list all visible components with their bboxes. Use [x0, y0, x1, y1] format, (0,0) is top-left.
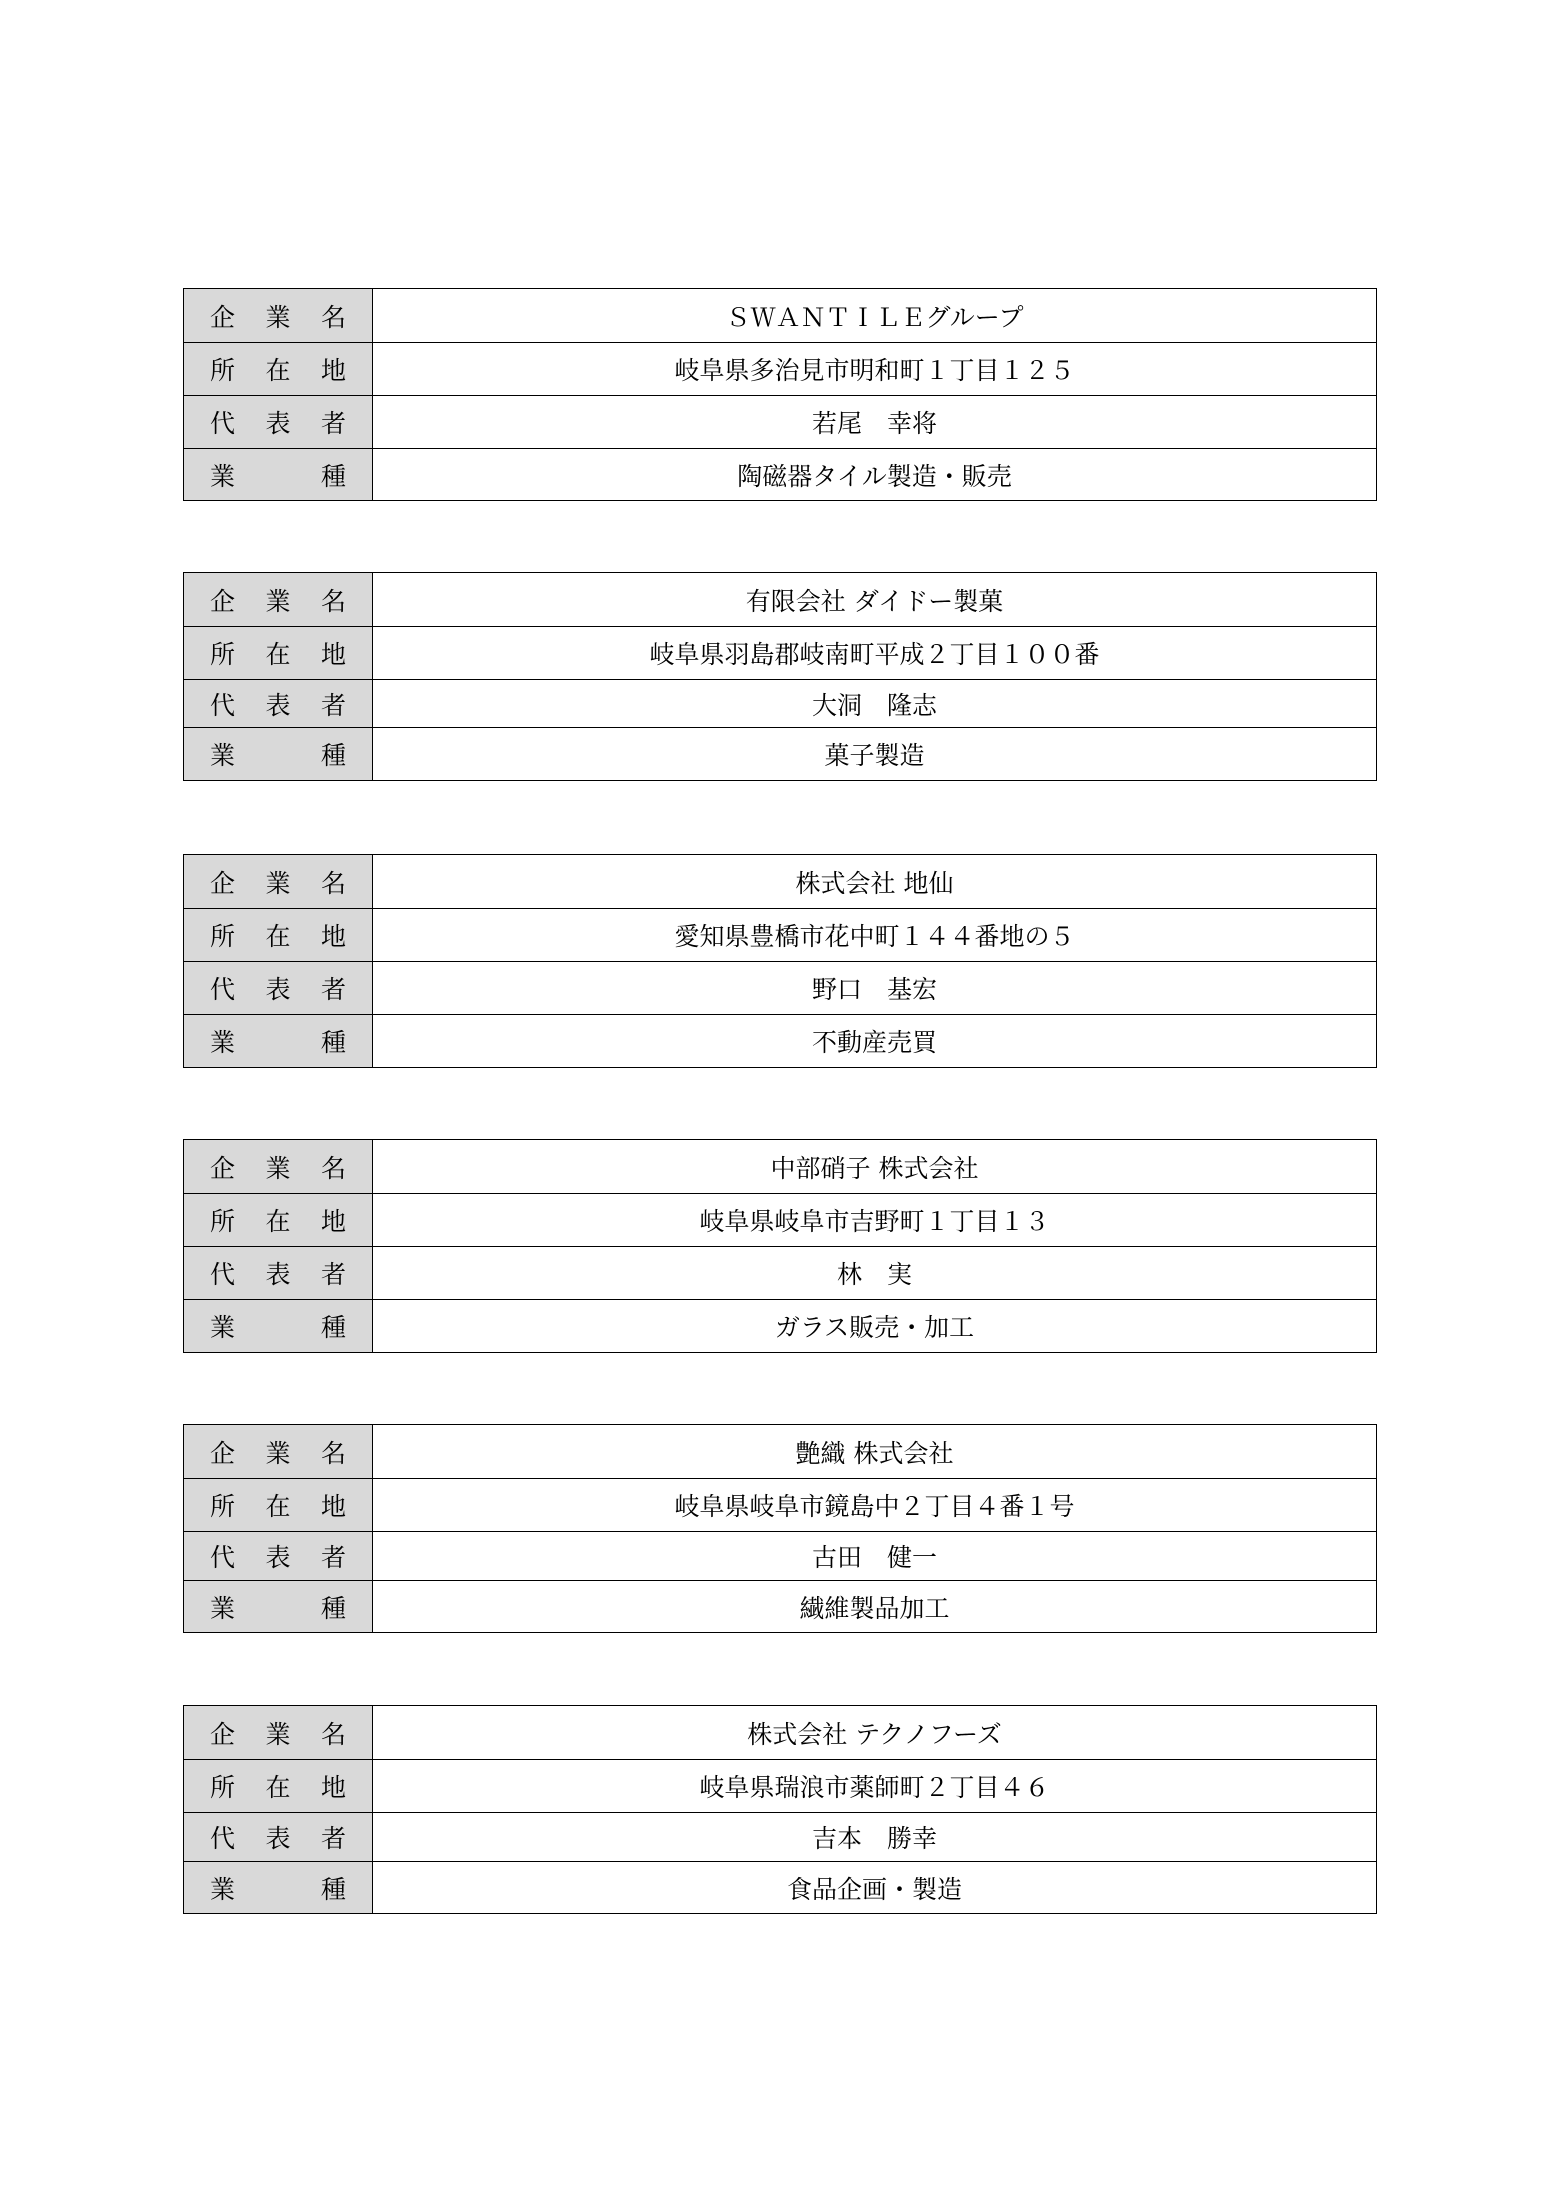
label-company-name: [184, 1425, 373, 1479]
row-address: [184, 1194, 1377, 1247]
label-company-name: [184, 855, 373, 909]
label-char: 企: [210, 1719, 236, 1749]
label-char: 種: [320, 741, 346, 770]
label-char: 代: [210, 690, 236, 720]
address-value: 岐阜県多治見市明和町１丁目１２５: [373, 343, 1377, 396]
company-table-2: [183, 572, 1377, 781]
representative-value: 大洞 隆志: [373, 680, 1377, 728]
label-char: 業: [265, 1719, 291, 1749]
label-char: 者: [320, 1260, 346, 1289]
label-char: 種: [320, 461, 346, 491]
row-industry: [184, 1300, 1377, 1353]
row-representative: [184, 1813, 1377, 1862]
label-char: 表: [265, 1824, 291, 1853]
industry-value: ガラス販売・加工: [373, 1300, 1377, 1353]
row-industry: [184, 1581, 1377, 1633]
label-char: 業: [265, 302, 291, 332]
label-char: 地: [320, 922, 346, 951]
label-char: 代: [210, 975, 236, 1004]
company-name-value: 中部硝子 株式会社: [373, 1140, 1377, 1194]
representative-value: 野口 基宏: [373, 962, 1377, 1015]
label-address: [184, 343, 373, 396]
label-char: 表: [265, 1260, 291, 1289]
label-company-name: [184, 1706, 373, 1760]
label-char: 名: [320, 302, 346, 332]
label-company-name: [184, 1140, 373, 1194]
label-char: 在: [265, 640, 291, 669]
label-char: 所: [210, 1492, 236, 1521]
label-industry: [184, 1862, 373, 1914]
row-company-name: [184, 1140, 1377, 1194]
address-value: 岐阜県岐阜市吉野町１丁目１３: [373, 1194, 1377, 1247]
industry-value: 食品企画・製造: [373, 1862, 1377, 1914]
label-char: 所: [210, 1773, 236, 1802]
label-industry: [184, 728, 373, 781]
company-table-6: [183, 1705, 1377, 1914]
label-representative: [184, 962, 373, 1015]
label-char: 名: [320, 1719, 346, 1749]
label-char: 表: [265, 690, 291, 720]
row-address: [184, 343, 1377, 396]
label-char: 業: [265, 586, 291, 616]
label-char: 在: [265, 1773, 291, 1802]
label-address: [184, 1194, 373, 1247]
industry-value: 不動産売買: [373, 1015, 1377, 1068]
label-char: 業: [265, 1153, 291, 1183]
label-char: 種: [320, 1028, 346, 1057]
label-char: 地: [320, 1492, 346, 1521]
row-company-name: [184, 1425, 1377, 1479]
company-name-value: 株式会社 地仙: [373, 855, 1377, 909]
label-char: 業: [210, 741, 236, 770]
label-address: [184, 627, 373, 680]
company-table-5: [183, 1424, 1377, 1633]
label-char: 者: [320, 690, 346, 720]
row-industry: [184, 728, 1377, 781]
industry-value: 菓子製造: [373, 728, 1377, 781]
label-char: 名: [320, 868, 346, 898]
row-representative: [184, 1532, 1377, 1581]
row-representative: [184, 396, 1377, 449]
label-char: 表: [265, 409, 291, 438]
label-char: 者: [320, 975, 346, 1004]
label-representative: [184, 1532, 373, 1581]
label-char: 者: [320, 1543, 346, 1572]
company-table-1: [183, 288, 1377, 501]
label-char: 代: [210, 409, 236, 438]
label-char: 地: [320, 356, 346, 385]
row-address: [184, 627, 1377, 680]
label-char: 業: [210, 461, 236, 491]
label-char: 業: [265, 1438, 291, 1468]
row-address: [184, 1760, 1377, 1813]
label-company-name: [184, 289, 373, 343]
label-char: 者: [320, 1824, 346, 1853]
label-char: 在: [265, 922, 291, 951]
label-industry: [184, 1581, 373, 1633]
label-char: 地: [320, 1207, 346, 1236]
label-char: 企: [210, 302, 236, 332]
company-name-value: 株式会社 テクノフーズ: [373, 1706, 1377, 1760]
representative-value: 古田 健一: [373, 1532, 1377, 1581]
address-value: 岐阜県岐阜市鏡島中２丁目４番１号: [373, 1479, 1377, 1532]
row-company-name: [184, 855, 1377, 909]
label-char: 名: [320, 586, 346, 616]
row-representative: [184, 680, 1377, 728]
label-representative: [184, 1247, 373, 1300]
label-char: 企: [210, 586, 236, 616]
representative-value: 林 実: [373, 1247, 1377, 1300]
label-char: 所: [210, 640, 236, 669]
company-name-value: 有限会社 ダイドー製菓: [373, 573, 1377, 627]
label-char: 業: [210, 1874, 236, 1904]
address-value: 岐阜県瑞浪市薬師町２丁目４６: [373, 1760, 1377, 1813]
label-char: 者: [320, 409, 346, 438]
label-char: 代: [210, 1543, 236, 1572]
label-char: 名: [320, 1438, 346, 1468]
address-value: 岐阜県羽島郡岐南町平成２丁目１００番: [373, 627, 1377, 680]
label-char: 代: [210, 1824, 236, 1853]
label-char: 地: [320, 1773, 346, 1802]
label-char: 種: [320, 1874, 346, 1904]
label-char: 地: [320, 640, 346, 669]
label-char: 在: [265, 1207, 291, 1236]
label-char: 所: [210, 922, 236, 951]
label-representative: [184, 680, 373, 728]
label-char: 業: [210, 1028, 236, 1057]
industry-value: 陶磁器タイル製造・販売: [373, 449, 1377, 501]
company-table-3: [183, 854, 1377, 1068]
label-char: 所: [210, 356, 236, 385]
label-char: 種: [320, 1313, 346, 1342]
label-char: 代: [210, 1260, 236, 1289]
row-address: [184, 1479, 1377, 1532]
label-industry: [184, 449, 373, 501]
label-representative: [184, 396, 373, 449]
label-char: 所: [210, 1207, 236, 1236]
row-industry: [184, 449, 1377, 501]
label-char: 企: [210, 868, 236, 898]
row-representative: [184, 1247, 1377, 1300]
representative-value: 吉本 勝幸: [373, 1813, 1377, 1862]
row-industry: [184, 1015, 1377, 1068]
label-address: [184, 909, 373, 962]
label-char: 在: [265, 1492, 291, 1521]
label-char: 名: [320, 1153, 346, 1183]
label-address: [184, 1760, 373, 1813]
label-char: 表: [265, 1543, 291, 1572]
row-company-name: [184, 289, 1377, 343]
company-name-value: 艶織 株式会社: [373, 1425, 1377, 1479]
row-industry: [184, 1862, 1377, 1914]
company-table-4: [183, 1139, 1377, 1353]
label-industry: [184, 1300, 373, 1353]
label-char: 表: [265, 975, 291, 1004]
representative-value: 若尾 幸将: [373, 396, 1377, 449]
address-value: 愛知県豊橋市花中町１４４番地の５: [373, 909, 1377, 962]
industry-value: 繊維製品加工: [373, 1581, 1377, 1633]
label-char: 在: [265, 356, 291, 385]
label-char: 業: [265, 868, 291, 898]
label-char: 業: [210, 1313, 236, 1342]
label-company-name: [184, 573, 373, 627]
label-address: [184, 1479, 373, 1532]
row-company-name: [184, 573, 1377, 627]
label-char: 種: [320, 1593, 346, 1623]
label-representative: [184, 1813, 373, 1862]
label-industry: [184, 1015, 373, 1068]
row-representative: [184, 962, 1377, 1015]
row-company-name: [184, 1706, 1377, 1760]
label-char: 企: [210, 1438, 236, 1468]
company-name-value: ＳＷＡＮＴＩＬＥグループ: [373, 289, 1377, 343]
label-char: 業: [210, 1593, 236, 1623]
label-char: 企: [210, 1153, 236, 1183]
row-address: [184, 909, 1377, 962]
